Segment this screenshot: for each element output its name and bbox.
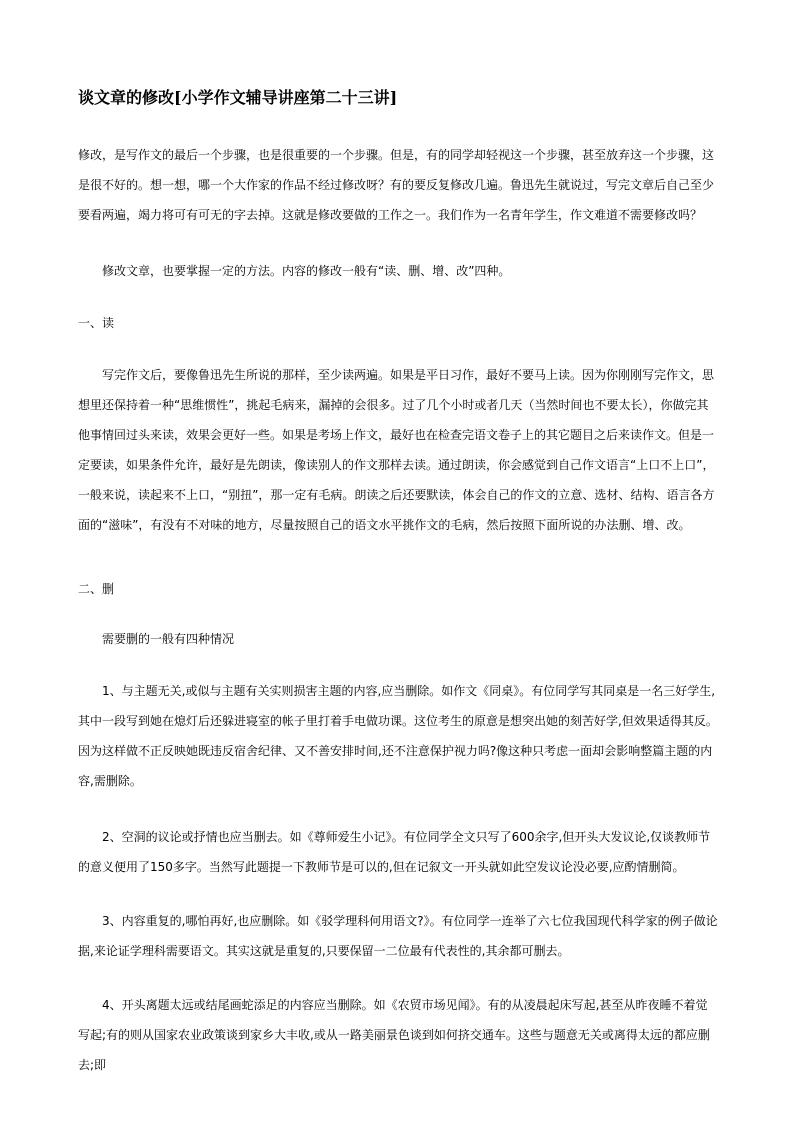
- delete-item-3: 3、内容重复的,哪怕再好,也应删除。如《驳学理科何用语文?》。有位同学一连举了六七位我国现代科学家的例子做论据,来论证学理科需要语文。其实这就是重复的,只要保留一二位最有代表性的,其余都可删去。: [78, 914, 718, 958]
- section-heading-read: 一、读: [78, 316, 115, 330]
- delete-item-4: 4、开头离题太远或结尾画蛇添足的内容应当删除。如《农贸市场见闻》。有的从凌晨起床写起,甚至从昨夜睡不着觉写起;有的则从国家农业政策谈到家乡大丰收,或从一路美丽景色谈到如何挤交通车。这些与题意无关或离得太远的都应删去;即: [78, 998, 710, 1072]
- delete-item-1: 1、与主题无关,或似与主题有关实则损害主题的内容,应当删除。如作文《同桌》。有位同学写其同桌是一名三好学生,其中一段写到她在熄灯后还躲进寝室的帐子里打着手电做功课。这位考生的原意是想突出她的刻苦好学,但效果适得其反。因为这样做不正反映她既违反宿舍纪律、又不善安排时间,还不注意保护视力吗?像这种只考虑一面却会影响整篇主题的内容,需删除。: [78, 684, 718, 788]
- delete-item-2: 2、空洞的议论或抒情也应当删去。如《尊师爱生小记》。有位同学全文只写了600余字,但开头大发议论,仅谈教师节的意义便用了150多字。当然写此题提一下教师节是可以的,但在记叙文一开头就如此空发议论没必要,应酌情删简。: [78, 830, 711, 874]
- section-heading-delete: 二、删: [78, 582, 115, 596]
- intro-paragraph: 修改，是写作文的最后一个步骤，也是很重要的一个步骤。但是，有的同学却轻视这一个步骤，甚至放弃这一个步骤，这是很不好的。想一想，哪一个大作家的作品不经过修改呀？有的要反复修改几遍。鲁迅先生就说过，写完文章后自己至少要看两遍，竭力将可有可无的字去掉。这就是修改要做的工作之一。我们作为一名青年学生，作文难道不需要修改吗？: [78, 148, 715, 222]
- section-delete-intro: 需要删的一般有四种情况: [102, 632, 235, 646]
- document-title: 谈文章的修改[小学作文辅导讲座第二十三讲]: [78, 88, 398, 107]
- section-read-paragraph: 写完作文后，要像鲁迅先生所说的那样，至少读两遍。如果是平日习作，最好不要马上读。因为你刚刚写完作文，思想里还保持着一种“思维惯性”，挑起毛病来，漏掉的会很多。过了几个小时或者几天（当然时间也不要太长），你做完其他事情回过头来读，效果会更好一些。如果是考场上作文，最好也在检查完语文卷子上的其它题目之后来读作文。但是一定要读，如果条件允许，最好是先朗读，像读别人的作文那样去读。通过朗读，你会感觉到自己作文语言“上口不上口”，一般来说，读起来不上口，“别扭”，那一定有毛病。朗读之后还要默读，体会自己的作文的立意、选材、结构、语言各方面的“滋味”，有没有不对味的地方，尽量按照自己的语文水平挑作文的毛病，然后按照下面所说的办法删、增、改。: [78, 368, 715, 532]
- methods-paragraph: 修改文章，也要掌握一定的方法。内容的修改一般有“读、删、增、改”四种。: [102, 264, 511, 278]
